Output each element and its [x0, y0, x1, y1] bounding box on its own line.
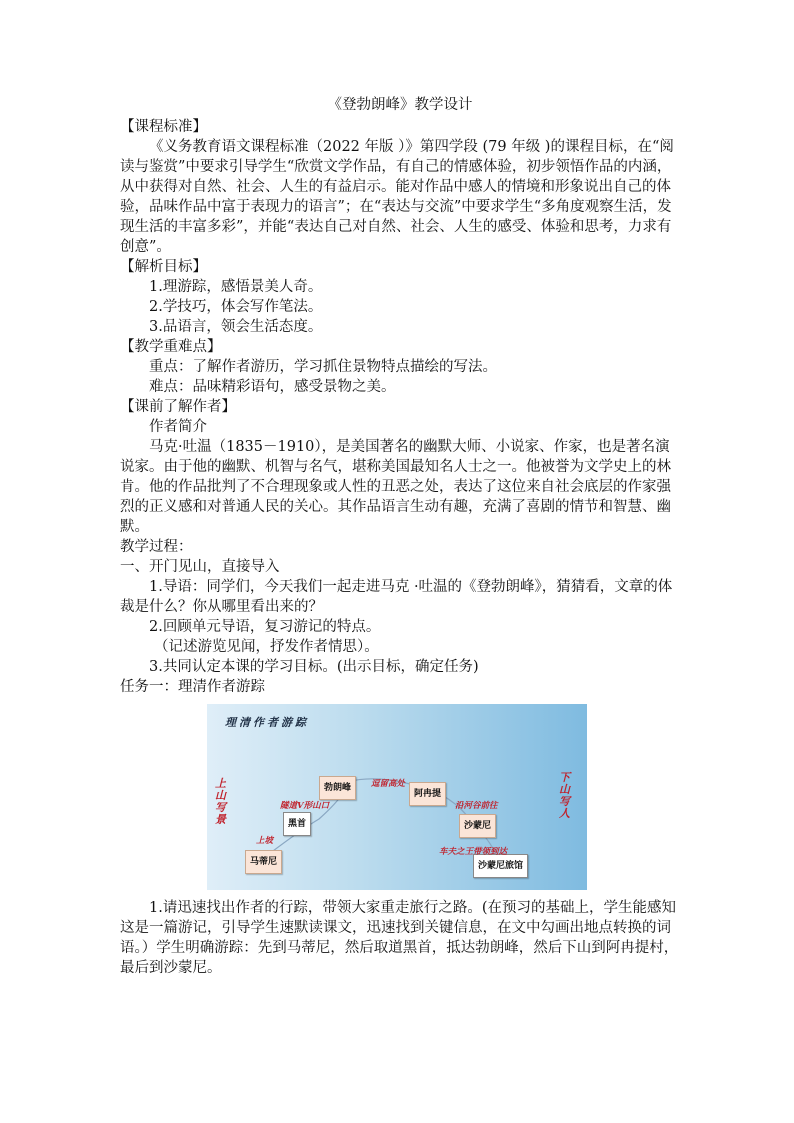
standard-paragraph: 《义务教育语文课程标准（2022 年版 ）》第四学段 (79 年级 )的课程目标，在“阅读与鉴赏”中要求引导学生“欣赏文学作品，有自己的情感体验，初步领悟作品的内涵，从中获得对自然、社会、人生的有益启示。能对作品中感人的情境和形象说出自己的体验，品味作品中富于表现力的语言”；在“表达与交流”中要求学生“多角度观察生活，发现生活的丰富多彩”，并能“表达自己对自然、社会、人生的感受、体验和思考，力求有创意”。 [120, 139, 674, 255]
standard-heading: 【课程标准】 [120, 119, 207, 135]
step1-heading: 一、开门见山，直接导入 [120, 559, 280, 575]
author-heading: 【课前了解作者】 [120, 399, 236, 415]
node-chamonix: 沙蒙尼 [459, 814, 496, 838]
edge-label-uphill: 上坡 [256, 836, 274, 846]
step1-item-1: 1.导语：同学们，今天我们一起走进马克 ·吐温的《登勃朗峰》，猜猜看，文章的体裁是什么？你从哪里看出来的？ [120, 579, 673, 615]
edge-label-stay-high: 逗留高处 [371, 779, 406, 789]
document-body [120, 95, 680, 978]
step1-item-2: 2.回顾单元导语，复习游记的特点。 [149, 619, 381, 635]
route-diagram [207, 704, 587, 890]
key-point: 重点：了解作者游历，学习抓住景物特点描绘的写法。 [149, 359, 497, 375]
left-side-label: 上山写景 [215, 777, 226, 826]
goal-item-2: 2.学技巧，体会写作笔法。 [149, 299, 323, 315]
node-argentiere: 阿冉提 [409, 782, 446, 806]
node-mont-blanc: 勃朗峰 [319, 776, 356, 800]
author-subheading: 作者简介 [149, 419, 207, 435]
task1-paragraph: 1.请迅速找出作者的行踪，带领大家重走旅行之路。(在预习的基础上，学生能感知这是一篇游记，引导学生速默读课文，迅速找到关键信息，在文中勾画出地点转换的词语。）学生明确游踪：先到马蒂尼，然后取道黑首，抵达勃朗峰，然后下山到阿冉提村，最后到沙蒙尼。 [120, 900, 679, 976]
right-side-label: 下山写人 [559, 771, 570, 820]
diagram-title: 理清作者游踪 [225, 716, 309, 729]
author-paragraph: 马克·吐温（1835－1910），是美国著名的幽默大师、小说家、作家，也是著名演说家。由于他的幽默、机智与名气，堪称美国最知名人士之一。他被誉为文学史上的林肯。他的作品批判了不合理现象或人性的丑恶之处，表达了这位来自社会底层的作家强烈的正义感和对普通人民的关心。其作品语言生动有趣，充满了喜剧的情节和智慧、幽默。 [120, 439, 671, 535]
goal-item-3: 3.品语言，领会生活态度。 [149, 319, 323, 335]
goals-heading: 【解析目标】 [120, 259, 207, 275]
node-tete-noire: 黑首 [283, 812, 311, 836]
step1-item-2-note: （记述游览见闻，抒发作者情思）。 [154, 639, 379, 655]
process-heading: 教学过程： [120, 539, 193, 555]
node-chamonix-hotel: 沙蒙尼旅馆 [473, 854, 528, 878]
goal-item-1: 1.理游踪，感悟景美人奇。 [149, 279, 323, 295]
step1-item-3: 3.共同认定本课的学习目标。(出示目标，确定任务) [149, 659, 479, 675]
keys-heading: 【教学重难点】 [120, 339, 222, 355]
task1-heading: 任务一：理清作者游踪 [120, 679, 265, 695]
node-martigny: 马蒂尼 [245, 850, 282, 874]
difficult-point: 难点：品味精彩语句，感受景物之美。 [149, 379, 396, 395]
edge-label-driver: 车夫之王带领到达 [439, 847, 508, 857]
doc-title: 《登勃朗峰》教学设计 [327, 97, 473, 113]
edge-label-valley: 沿河谷前往 [455, 801, 498, 811]
edge-label-tunnel: 隧道V形山口 [280, 801, 330, 811]
